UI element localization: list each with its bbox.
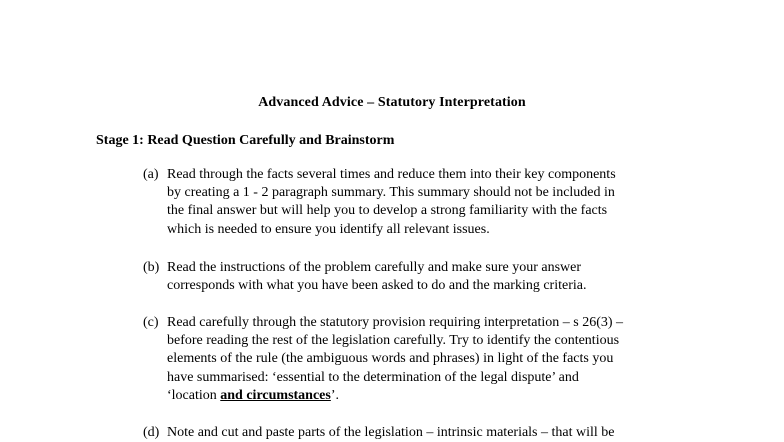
paragraph-line: Read carefully through the statutory provision requiring interpretation – s 26(3) –: [167, 315, 624, 330]
list-item-b: [143, 259, 703, 295]
paragraph-line: Read through the facts several times and reduce them into their key components: [167, 167, 616, 182]
emphasized-phrase: and circumstances: [220, 387, 331, 403]
list-marker: (d): [143, 425, 160, 440]
line-prefix: ‘location: [167, 387, 221, 403]
list-item-a: [143, 166, 703, 239]
paragraph-line: the final answer but will help you to develop a strong familiarity with the facts: [167, 203, 608, 219]
paragraph-line: [143, 387, 703, 405]
paragraph-line: Note and cut and paste parts of the legislation – intrinsic materials – that will be: [167, 425, 615, 440]
list-item-c: [143, 314, 703, 405]
list-marker: (b): [143, 260, 160, 275]
paragraph-line: Read the instructions of the problem carefully and make sure your answer: [167, 260, 582, 275]
paragraph-line: have summarised: ‘essential to the determination of the legal dispute’ and: [167, 369, 579, 385]
paragraph-line: before reading the rest of the legislation carefully. Try to identify the contentious: [167, 333, 620, 349]
list-marker: (c): [143, 315, 159, 330]
paragraph-line: by creating a 1 - 2 paragraph summary. This summary should not be included in: [167, 185, 615, 201]
list-item-d: [143, 424, 703, 442]
list-marker: (a): [143, 167, 159, 182]
paragraph-line: elements of the rule (the ambiguous words and phrases) in light of the facts you: [167, 351, 614, 367]
stage-heading: Stage 1: Read Question Carefully and Brainstorm: [96, 133, 395, 148]
paragraph-line: corresponds with what you have been asked to do and the marking criteria.: [167, 278, 587, 294]
document-title: Advanced Advice – Statutory Interpretation: [258, 95, 526, 110]
paragraph-line: which is needed to ensure you identify all relevant issues.: [167, 221, 490, 237]
line-suffix: ’.: [330, 387, 340, 403]
